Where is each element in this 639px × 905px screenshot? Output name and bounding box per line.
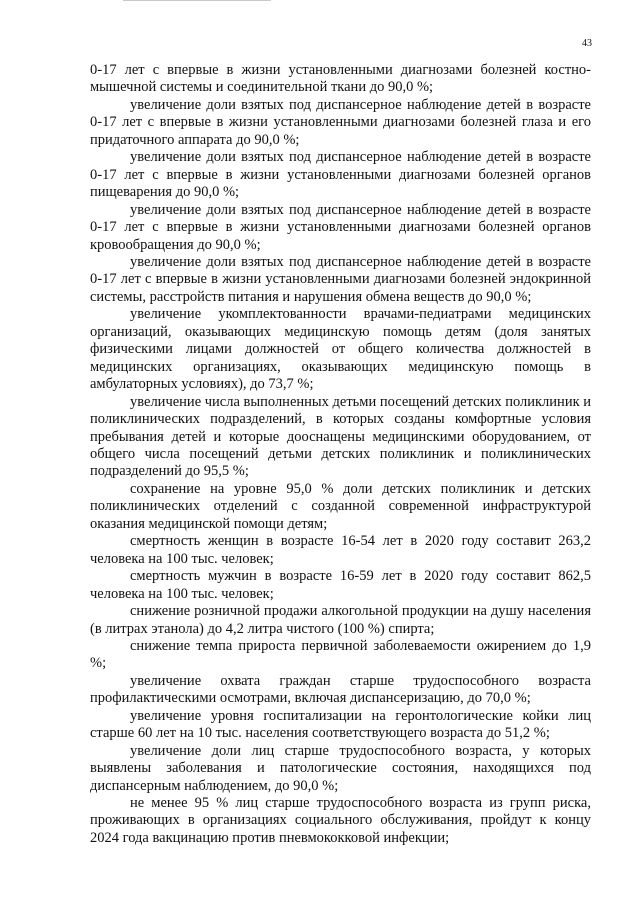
paragraph: увеличение доли взятых под диспансерное наблюдение детей в возрасте 0-17 лет с впервые в жизни установленными диагнозами болезней органов пищеварения до 90,0 %;	[90, 149, 591, 201]
paragraph: увеличение доли взятых под диспансерное наблюдение детей в возрасте 0-17 лет с впервые в жизни установленными диагнозами болезней эндокринной системы, расстройств питания и нарушения обмена веществ до 90,0 %;	[90, 253, 591, 305]
paragraph: увеличение доли взятых под диспансерное наблюдение детей в возрасте 0-17 лет с впервые в жизни установленными диагнозами болезней органов кровообращения до 90,0 %;	[90, 201, 591, 253]
paragraph: увеличение уровня госпитализации на геронтологические койки лиц старше 60 лет на 10 тыс. населения соответствующего возраста до 51,2 %;	[90, 707, 591, 742]
paragraph: увеличение доли взятых под диспансерное наблюдение детей в возрасте 0-17 лет с впервые в жизни установленными диагнозами болезней глаза и его придаточного аппарата до 90,0 %;	[90, 96, 591, 148]
paragraph: увеличение охвата граждан старше трудоспособного возраста профилактическими осмотрами, включая диспансеризацию, до 70,0 %;	[90, 672, 591, 707]
top-edge-mark	[123, 0, 271, 4]
paragraph: смертность мужчин в возрасте 16-59 лет в 2020 году составит 862,5 человека на 100 тыс. человек;	[90, 568, 591, 602]
paragraph: увеличение числа выполненных детьми посещений детских поликлиник и поликлинических подразделений, в которых созданы комфортные условия пребывания детей и которые дооснащены медицинскими оборудованием, от общего числа посещений детьми детских поликлиник и поликлинических подразделений до 95,5 %;	[90, 393, 592, 480]
paragraph: сохранение на уровне 95,0 % доли детских поликлиник и детских поликлинических отделений с созданной современной инфраструктурой оказания медицинской помощи детям;	[90, 480, 591, 532]
paragraph: увеличение укомплектованности врачами-педиатрами медицинских организаций, оказывающих медицинскую помощь детям (доля занятых физическими лицами должностей от общего количества должностей в медицинских организациях, оказывающих медицинскую помощь в амбулаторных условиях), до 73,7 %;	[90, 306, 591, 393]
page-number: 43	[582, 38, 592, 49]
paragraph: смертность женщин в возрасте 16-54 лет в 2020 году составит 263,2 человека на 100 тыс. человек;	[90, 533, 591, 567]
paragraph: снижение розничной продажи алкогольной продукции на душу населения (в литрах этанола) до 4,2 литра чистого (100 %) спирта;	[90, 603, 591, 637]
paragraph: не менее 95 % лиц старше трудоспособного возраста из групп риска, проживающих в организациях социального обслуживания, пройдут к концу 2024 года вакцинацию против пневмококковой инфекции;	[90, 795, 591, 846]
paragraph: снижение темпа прироста первичной заболеваемости ожирением до 1,9 %;	[90, 637, 591, 672]
body-text	[90, 62, 591, 847]
paragraph: увеличение доли лиц старше трудоспособного возраста, у которых выявлены заболевания и патологические состояния, находящихся под диспансерным наблюдением, до 90,0 %;	[90, 742, 591, 794]
paragraph-continuation: 0-17 лет с впервые в жизни установленными диагнозами болезней костно-мышечной системы и соединительной ткани до 90,0 %;	[90, 62, 591, 96]
